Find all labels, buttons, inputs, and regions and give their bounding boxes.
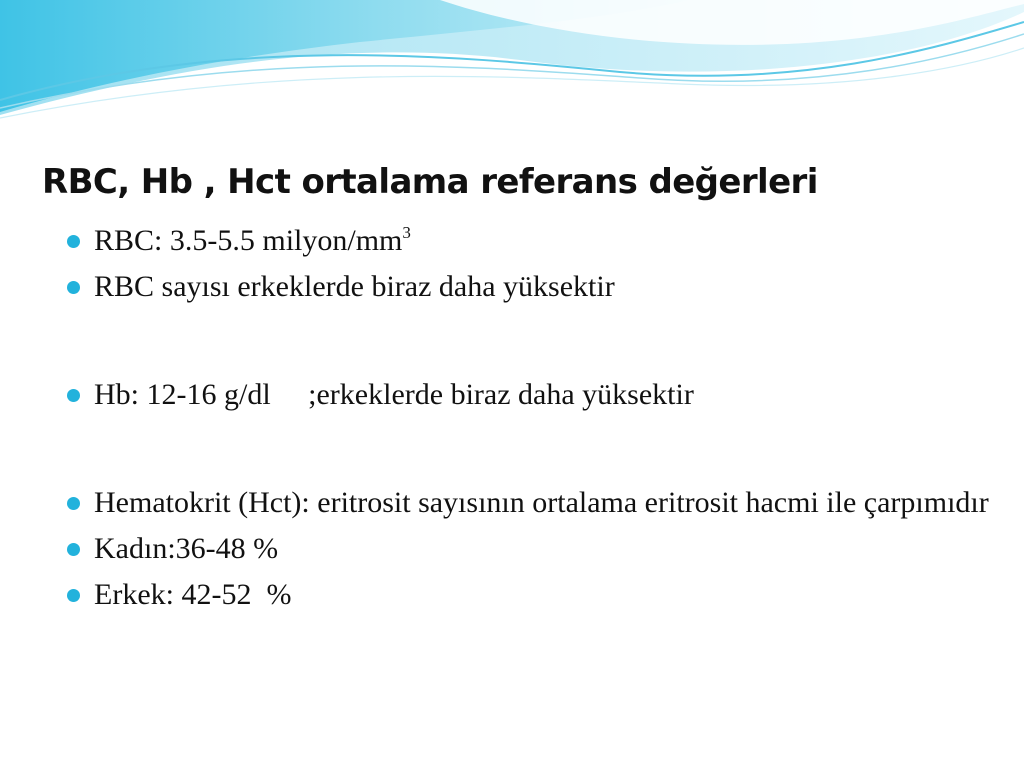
bullet-icon — [67, 235, 80, 248]
bullet-text: Erkek: 42-52 % — [94, 578, 292, 611]
bullet-rbc-range — [64, 218, 994, 264]
bullet-hct-definition — [64, 480, 994, 526]
bullet-icon — [67, 281, 80, 294]
bullet-hct-female — [64, 526, 994, 572]
bullet-hb-range — [64, 372, 994, 418]
bullet-icon — [67, 389, 80, 402]
bullet-list — [64, 218, 994, 618]
bullet-rbc-gender — [64, 264, 994, 310]
bullet-hct-male — [64, 572, 994, 618]
header-wave-decoration — [0, 0, 1024, 120]
bullet-superscript: 3 — [402, 223, 411, 242]
bullet-text: Kadın:36-48 % — [94, 532, 279, 565]
bullet-icon — [67, 589, 80, 602]
bullet-text: RBC sayısı erkeklerde biraz daha yüksektir — [94, 270, 615, 303]
bullet-icon — [67, 543, 80, 556]
bullet-text: Hb: 12-16 g/dl ;erkeklerde biraz daha yüksektir — [94, 378, 694, 411]
slide-title: RBC, Hb , Hct ortalama referans değerleri — [42, 162, 818, 202]
bullet-icon — [67, 497, 80, 510]
bullet-text: RBC: 3.5-5.5 milyon/mm — [94, 224, 403, 257]
bullet-text: Hematokrit (Hct): eritrosit sayısının ortalama eritrosit hacmi ile çarpımıdır — [94, 486, 989, 519]
